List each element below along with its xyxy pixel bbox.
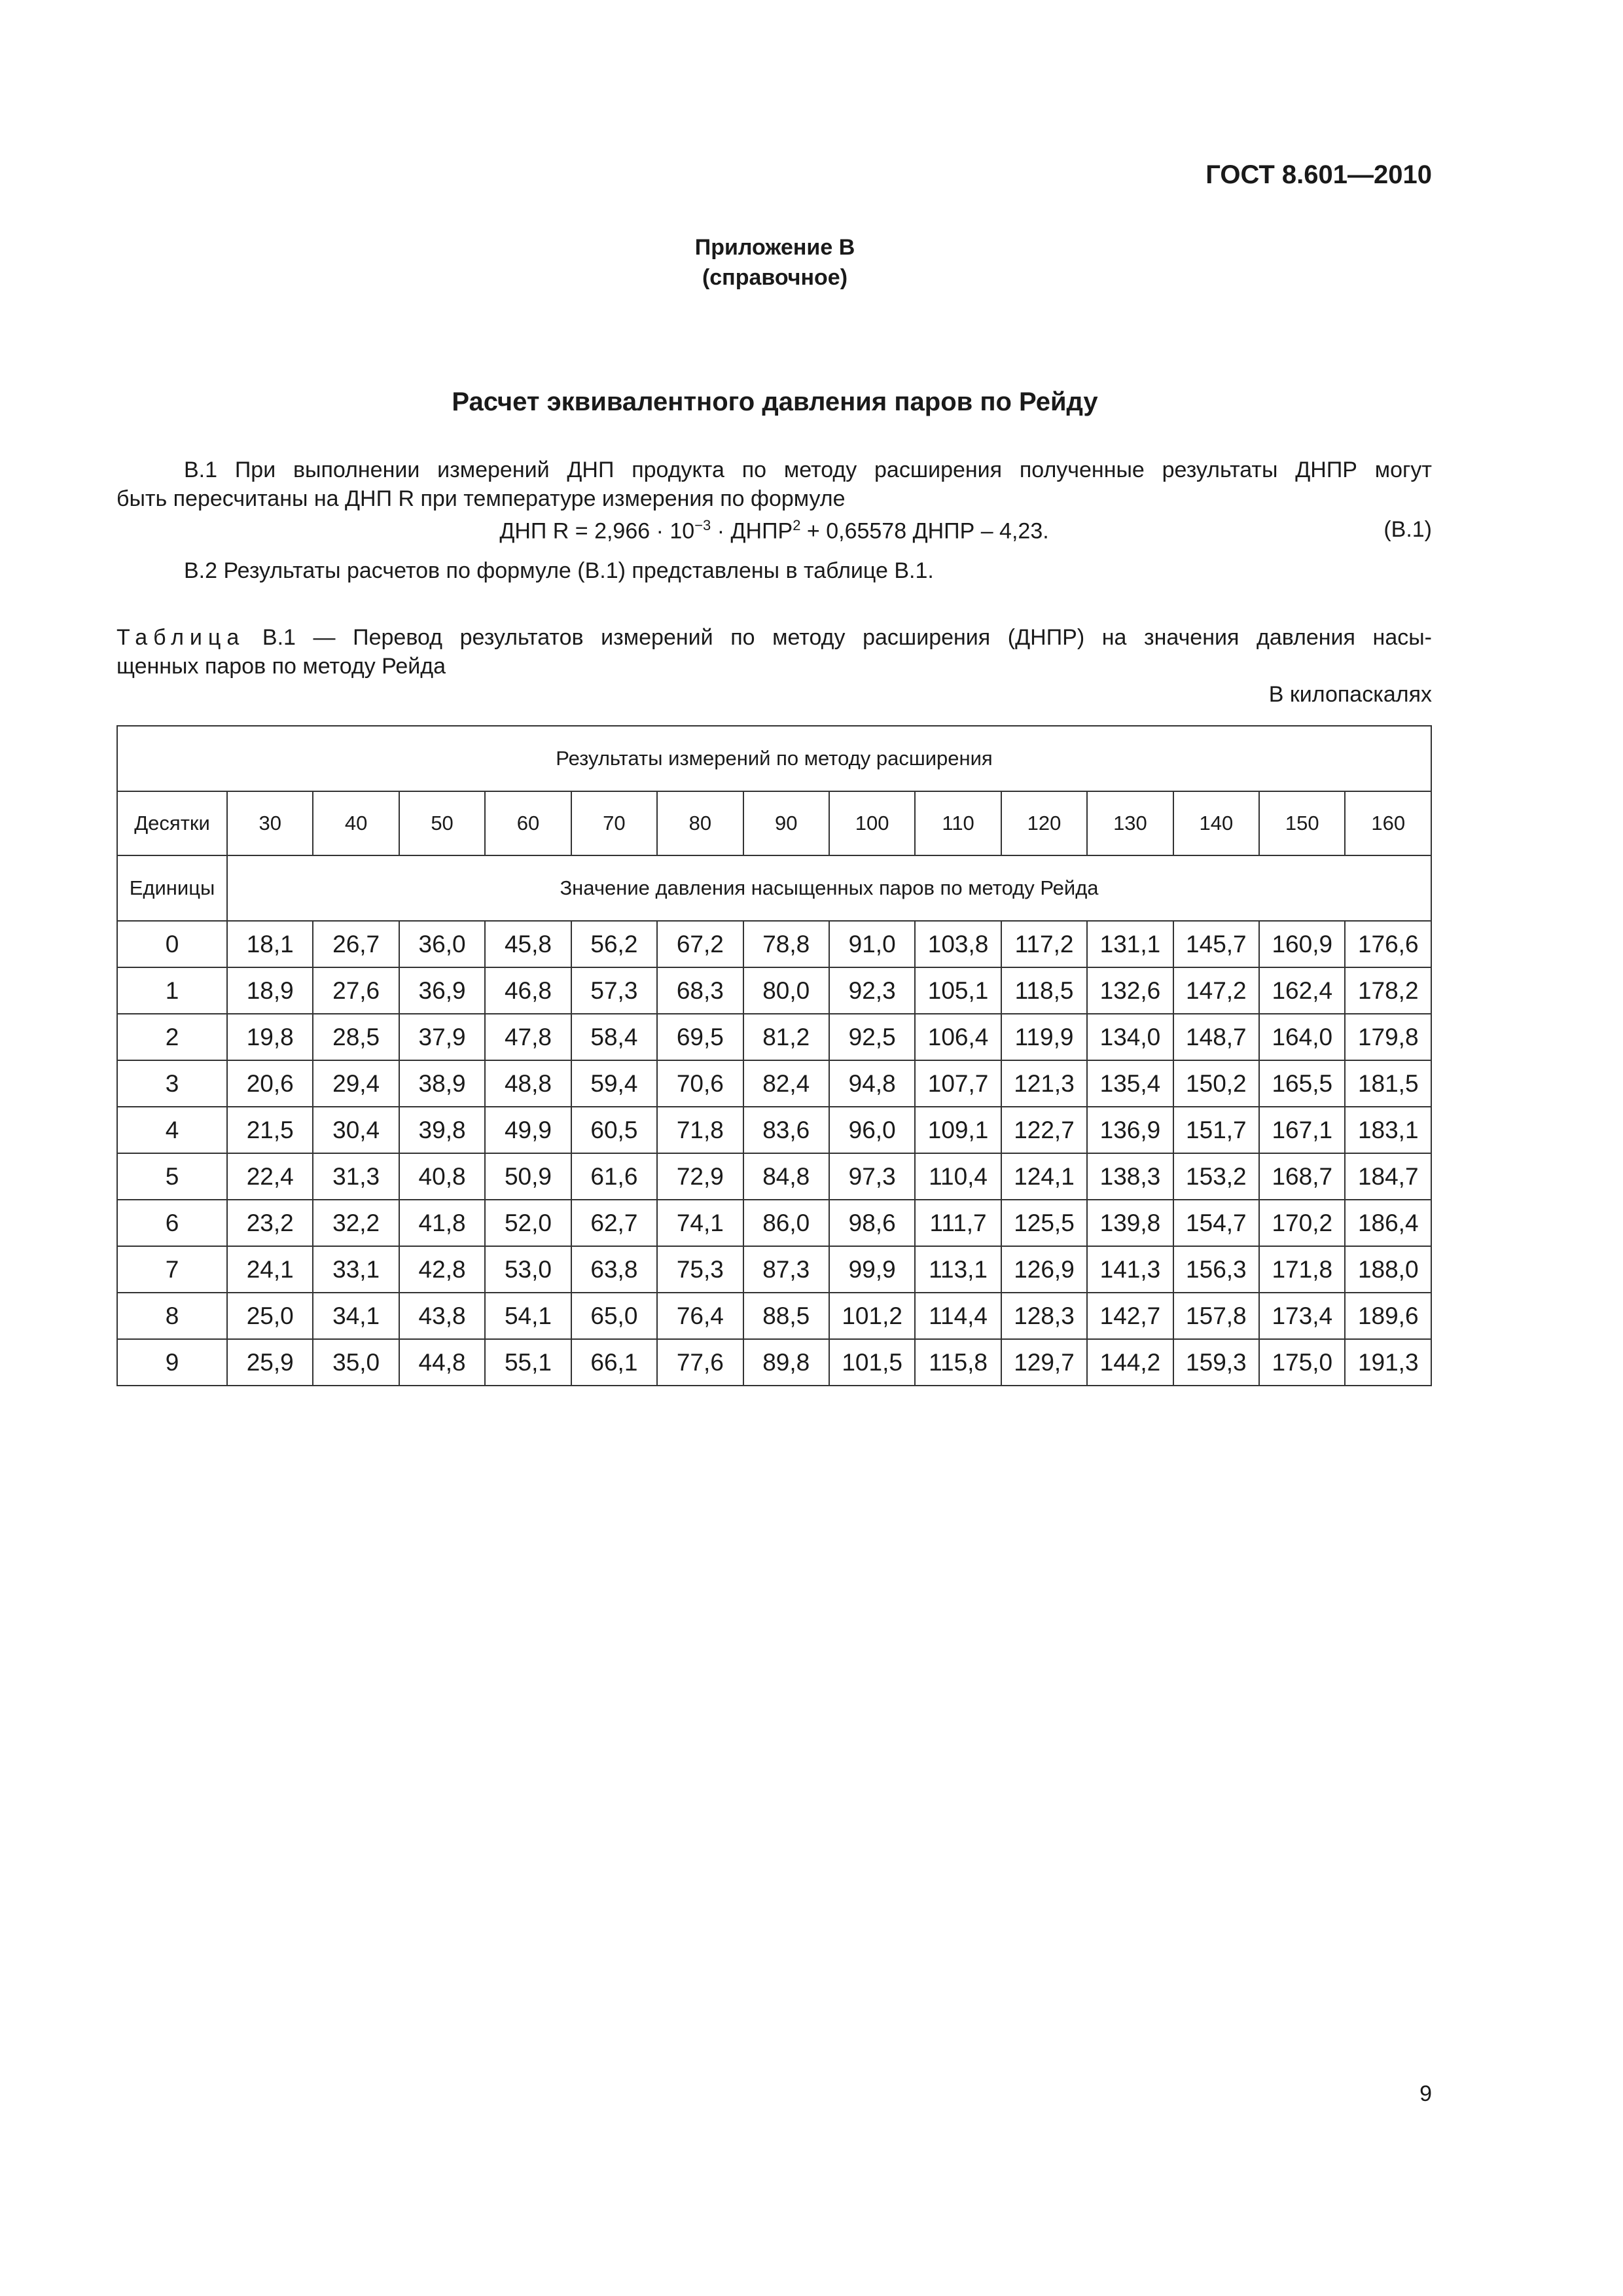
value-cell: 92,3: [829, 967, 915, 1014]
table-row: [117, 921, 1431, 967]
value-cell: 22,4: [227, 1153, 313, 1200]
units-label: Единицы: [117, 855, 227, 921]
value-cell: 53,0: [485, 1246, 571, 1293]
value-cell: 55,1: [485, 1339, 571, 1386]
value-cell: 111,7: [915, 1200, 1001, 1246]
paragraph-1-line-2: быть пересчитаны на ДНП R при температуре измерения по формуле: [116, 486, 846, 511]
value-cell: 97,3: [829, 1153, 915, 1200]
table-row: [117, 1014, 1431, 1060]
formula-exponent-1: −3: [694, 517, 711, 533]
unit-cell: 6: [117, 1200, 227, 1246]
value-cell: 139,8: [1087, 1200, 1173, 1246]
tens-header-cell: 150: [1259, 791, 1345, 855]
annex-title: Приложение В: [694, 235, 855, 260]
value-cell: 36,0: [399, 921, 485, 967]
unit-cell: 0: [117, 921, 227, 967]
value-cell: 36,9: [399, 967, 485, 1014]
value-cell: 132,6: [1087, 967, 1173, 1014]
value-cell: 67,2: [657, 921, 743, 967]
value-cell: 31,3: [313, 1153, 399, 1200]
value-cell: 65,0: [571, 1293, 657, 1339]
value-cell: 144,2: [1087, 1339, 1173, 1386]
document-code: ГОСТ 8.601—2010: [1205, 160, 1432, 189]
unit-cell: 3: [117, 1060, 227, 1107]
value-cell: 96,0: [829, 1107, 915, 1153]
tens-header-cell: 110: [915, 791, 1001, 855]
value-cell: 21,5: [227, 1107, 313, 1153]
formula-row: [116, 517, 1432, 550]
value-cell: 119,9: [1001, 1014, 1087, 1060]
value-cell: 26,7: [313, 921, 399, 967]
value-cell: 189,6: [1345, 1293, 1431, 1339]
annex-type: (справочное): [702, 265, 848, 290]
value-cell: 46,8: [485, 967, 571, 1014]
value-cell: 61,6: [571, 1153, 657, 1200]
table-row: [117, 1293, 1431, 1339]
value-cell: 124,1: [1001, 1153, 1087, 1200]
formula-part-3: + 0,65578 ДНПР – 4,23.: [800, 518, 1049, 544]
value-cell: 150,2: [1173, 1060, 1259, 1107]
value-cell: 18,1: [227, 921, 313, 967]
value-cell: 32,2: [313, 1200, 399, 1246]
value-cell: 84,8: [743, 1153, 829, 1200]
value-cell: 173,4: [1259, 1293, 1345, 1339]
value-cell: 91,0: [829, 921, 915, 967]
value-cell: 188,0: [1345, 1246, 1431, 1293]
value-cell: 72,9: [657, 1153, 743, 1200]
value-cell: 165,5: [1259, 1060, 1345, 1107]
formula-part-2: · ДНПР: [711, 518, 793, 544]
value-cell: 82,4: [743, 1060, 829, 1107]
tens-header-cell: 80: [657, 791, 743, 855]
value-cell: 118,5: [1001, 967, 1087, 1014]
value-cell: 167,1: [1259, 1107, 1345, 1153]
value-cell: 113,1: [915, 1246, 1001, 1293]
value-cell: 154,7: [1173, 1200, 1259, 1246]
value-cell: 33,1: [313, 1246, 399, 1293]
value-cell: 28,5: [313, 1014, 399, 1060]
value-cell: 54,1: [485, 1293, 571, 1339]
value-cell: 87,3: [743, 1246, 829, 1293]
tens-header-cell: 130: [1087, 791, 1173, 855]
annex-header: [0, 232, 1550, 293]
value-cell: 136,9: [1087, 1107, 1173, 1153]
value-cell: 62,7: [571, 1200, 657, 1246]
value-cell: 24,1: [227, 1246, 313, 1293]
data-table: [116, 725, 1432, 1386]
value-cell: 99,9: [829, 1246, 915, 1293]
value-cell: 191,3: [1345, 1339, 1431, 1386]
unit-cell: 2: [117, 1014, 227, 1060]
value-cell: 135,4: [1087, 1060, 1173, 1107]
value-cell: 19,8: [227, 1014, 313, 1060]
value-cell: 74,1: [657, 1200, 743, 1246]
value-cell: 164,0: [1259, 1014, 1345, 1060]
value-cell: 69,5: [657, 1014, 743, 1060]
value-cell: 83,6: [743, 1107, 829, 1153]
value-cell: 148,7: [1173, 1014, 1259, 1060]
value-cell: 131,1: [1087, 921, 1173, 967]
value-cell: 43,8: [399, 1293, 485, 1339]
value-cell: 39,8: [399, 1107, 485, 1153]
value-cell: 52,0: [485, 1200, 571, 1246]
formula-number: (В.1): [1383, 517, 1432, 542]
value-cell: 159,3: [1173, 1339, 1259, 1386]
value-cell: 103,8: [915, 921, 1001, 967]
unit-cell: 7: [117, 1246, 227, 1293]
table-header-row-span: [117, 726, 1431, 791]
value-cell: 121,3: [1001, 1060, 1087, 1107]
value-cell: 23,2: [227, 1200, 313, 1246]
value-cell: 117,2: [1001, 921, 1087, 967]
tens-header-cell: 60: [485, 791, 571, 855]
units-note: В килопаскалях: [1268, 682, 1432, 707]
value-cell: 98,6: [829, 1200, 915, 1246]
value-cell: 186,4: [1345, 1200, 1431, 1246]
value-cell: 138,3: [1087, 1153, 1173, 1200]
value-cell: 38,9: [399, 1060, 485, 1107]
unit-cell: 1: [117, 967, 227, 1014]
table-row: [117, 1200, 1431, 1246]
value-cell: 86,0: [743, 1200, 829, 1246]
tens-header-cell: 90: [743, 791, 829, 855]
unit-cell: 9: [117, 1339, 227, 1386]
paragraph-1: [116, 456, 1432, 513]
value-cell: 81,2: [743, 1014, 829, 1060]
value-cell: 47,8: [485, 1014, 571, 1060]
table-row: [117, 967, 1431, 1014]
value-cell: 60,5: [571, 1107, 657, 1153]
value-cell: 40,8: [399, 1153, 485, 1200]
tens-header-cell: 70: [571, 791, 657, 855]
value-label: Значение давления насыщенных паров по методу Рейда: [227, 855, 1431, 921]
table-caption-line-1: [116, 623, 1432, 652]
value-cell: 35,0: [313, 1339, 399, 1386]
value-cell: 171,8: [1259, 1246, 1345, 1293]
value-cell: 156,3: [1173, 1246, 1259, 1293]
value-cell: 114,4: [915, 1293, 1001, 1339]
tens-header-cell: 160: [1345, 791, 1431, 855]
value-cell: 25,0: [227, 1293, 313, 1339]
value-cell: 50,9: [485, 1153, 571, 1200]
value-cell: 89,8: [743, 1339, 829, 1386]
value-cell: 157,8: [1173, 1293, 1259, 1339]
value-cell: 147,2: [1173, 967, 1259, 1014]
value-cell: 34,1: [313, 1293, 399, 1339]
table-header-row-units: [117, 855, 1431, 921]
value-cell: 128,3: [1001, 1293, 1087, 1339]
value-cell: 68,3: [657, 967, 743, 1014]
table-caption-text: В.1 — Перевод результатов измерений по методу расширения (ДНПР) на значения давления насы-: [245, 625, 1432, 650]
value-cell: 80,0: [743, 967, 829, 1014]
table-header-row-tens: [117, 791, 1431, 855]
value-cell: 122,7: [1001, 1107, 1087, 1153]
value-cell: 94,8: [829, 1060, 915, 1107]
table-row: [117, 1246, 1431, 1293]
value-cell: 70,6: [657, 1060, 743, 1107]
value-cell: 183,1: [1345, 1107, 1431, 1153]
value-cell: 58,4: [571, 1014, 657, 1060]
tens-header-cell: 100: [829, 791, 915, 855]
unit-cell: 5: [117, 1153, 227, 1200]
value-cell: 56,2: [571, 921, 657, 967]
tens-label: Десятки: [117, 791, 227, 855]
value-cell: 105,1: [915, 967, 1001, 1014]
value-cell: 101,5: [829, 1339, 915, 1386]
value-cell: 59,4: [571, 1060, 657, 1107]
tens-header-cell: 120: [1001, 791, 1087, 855]
value-cell: 48,8: [485, 1060, 571, 1107]
value-cell: 141,3: [1087, 1246, 1173, 1293]
value-cell: 106,4: [915, 1014, 1001, 1060]
value-cell: 134,0: [1087, 1014, 1173, 1060]
tens-header-cell: 30: [227, 791, 313, 855]
value-cell: 20,6: [227, 1060, 313, 1107]
value-cell: 25,9: [227, 1339, 313, 1386]
value-cell: 63,8: [571, 1246, 657, 1293]
value-cell: 76,4: [657, 1293, 743, 1339]
page-number: 9: [1419, 2081, 1432, 2106]
tens-header-cell: 50: [399, 791, 485, 855]
value-cell: 78,8: [743, 921, 829, 967]
value-cell: 145,7: [1173, 921, 1259, 967]
value-cell: 126,9: [1001, 1246, 1087, 1293]
paragraph-1-line-1: В.1 При выполнении измерений ДНП продукта по методу расширения полученные результаты ДНПР могут: [184, 457, 1432, 482]
tens-header-cell: 40: [313, 791, 399, 855]
table-row: [117, 1339, 1431, 1386]
value-cell: 77,6: [657, 1339, 743, 1386]
table-row: [117, 1107, 1431, 1153]
formula-part-1: ДНП R = 2,966 · 10: [499, 518, 695, 544]
value-cell: 75,3: [657, 1246, 743, 1293]
formula-exponent-2: 2: [793, 517, 801, 533]
value-cell: 115,8: [915, 1339, 1001, 1386]
value-cell: 184,7: [1345, 1153, 1431, 1200]
value-cell: 176,6: [1345, 921, 1431, 967]
value-cell: 45,8: [485, 921, 571, 967]
value-cell: 125,5: [1001, 1200, 1087, 1246]
value-cell: 30,4: [313, 1107, 399, 1153]
value-cell: 179,8: [1345, 1014, 1431, 1060]
value-cell: 101,2: [829, 1293, 915, 1339]
table-caption: [116, 623, 1432, 681]
value-cell: 181,5: [1345, 1060, 1431, 1107]
value-cell: 129,7: [1001, 1339, 1087, 1386]
value-cell: 162,4: [1259, 967, 1345, 1014]
value-cell: 175,0: [1259, 1339, 1345, 1386]
tens-header-cell: 140: [1173, 791, 1259, 855]
table-caption-line-2: щенных паров по методу Рейда: [116, 654, 446, 679]
value-cell: 88,5: [743, 1293, 829, 1339]
value-cell: 110,4: [915, 1153, 1001, 1200]
value-cell: 29,4: [313, 1060, 399, 1107]
value-cell: 168,7: [1259, 1153, 1345, 1200]
table-row: [117, 1153, 1431, 1200]
value-cell: 178,2: [1345, 967, 1431, 1014]
value-cell: 49,9: [485, 1107, 571, 1153]
table-header-span: Результаты измерений по методу расширения: [117, 726, 1431, 791]
table-row: [117, 1060, 1431, 1107]
value-cell: 153,2: [1173, 1153, 1259, 1200]
value-cell: 57,3: [571, 967, 657, 1014]
paragraph-2: В.2 Результаты расчетов по формуле (В.1) представлены в таблице В.1.: [184, 558, 934, 583]
value-cell: 151,7: [1173, 1107, 1259, 1153]
value-cell: 71,8: [657, 1107, 743, 1153]
value-cell: 37,9: [399, 1014, 485, 1060]
unit-cell: 8: [117, 1293, 227, 1339]
value-cell: 142,7: [1087, 1293, 1173, 1339]
unit-cell: 4: [117, 1107, 227, 1153]
formula: [116, 517, 1432, 544]
value-cell: 170,2: [1259, 1200, 1345, 1246]
value-cell: 18,9: [227, 967, 313, 1014]
value-cell: 42,8: [399, 1246, 485, 1293]
value-cell: 44,8: [399, 1339, 485, 1386]
value-cell: 27,6: [313, 967, 399, 1014]
value-cell: 109,1: [915, 1107, 1001, 1153]
value-cell: 41,8: [399, 1200, 485, 1246]
section-heading: Расчет эквивалентного давления паров по Рейду: [452, 387, 1098, 416]
table-caption-label: Таблица: [116, 625, 245, 650]
value-cell: 66,1: [571, 1339, 657, 1386]
value-cell: 160,9: [1259, 921, 1345, 967]
value-cell: 92,5: [829, 1014, 915, 1060]
value-cell: 107,7: [915, 1060, 1001, 1107]
